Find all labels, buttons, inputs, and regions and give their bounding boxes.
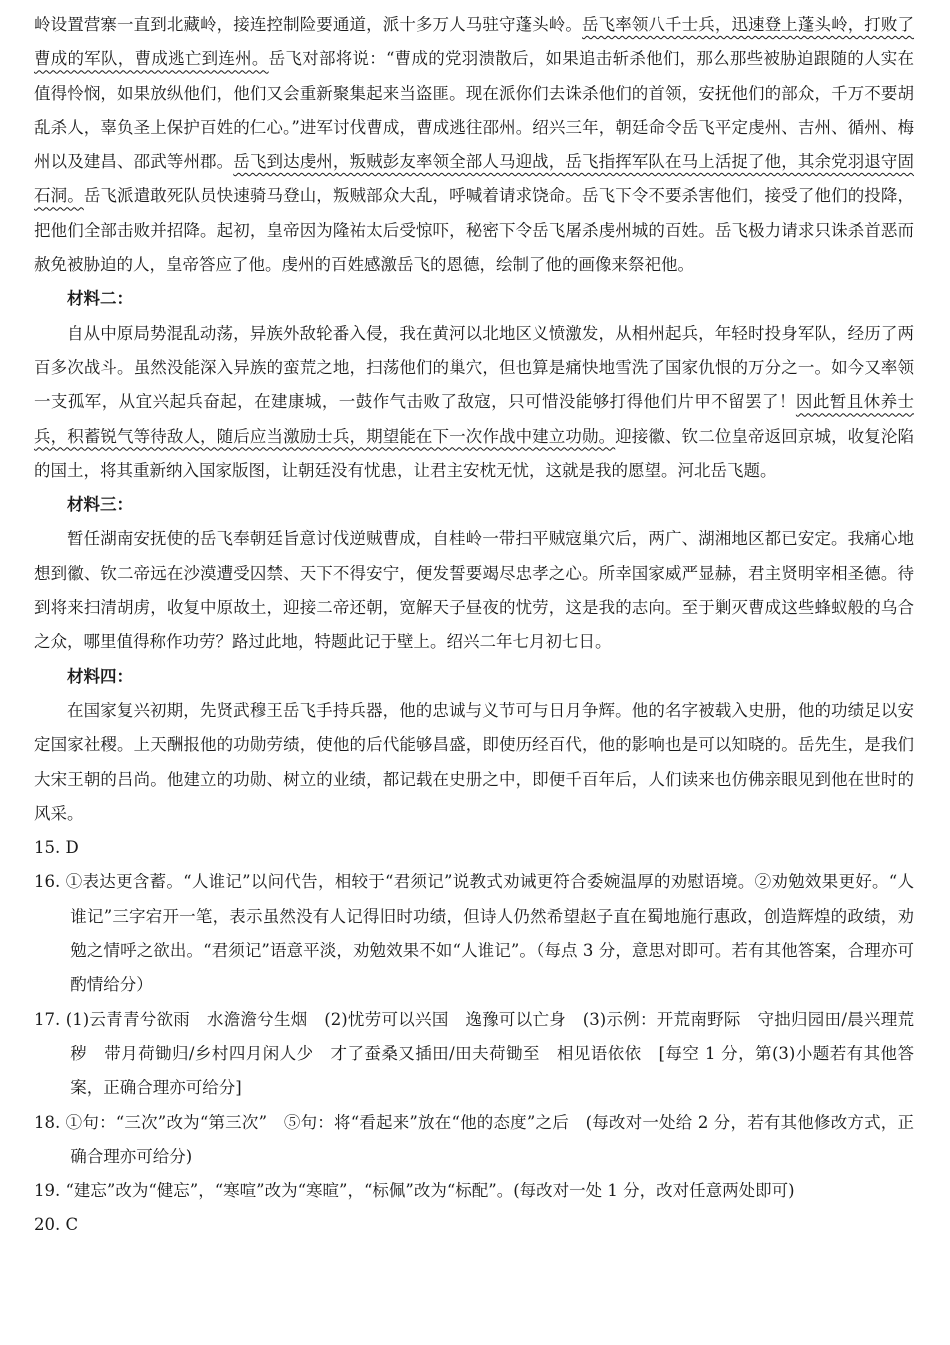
material4-paragraph: 在国家复兴初期，先贤武穆王岳飞手持兵器，他的忠诚与义节可与日月争辉。他的名字被载入史册，他的功绩足以安定国家社稷。上天酬报他的功勋劳绩，使他的后代能够昌盛，即使历经百代，他的影响也是可以知晓的。岳先生，是我们大宋王朝的吕尚。他建立的功勋、树立的业绩，都记载在史册之中，即便千百年后，人们读来也仿佛亲眼见到他在世时的风采。 [34,700,914,823]
answer-18: 18. ①句：“三次”改为“第三次” ⑤句：将“看起来”放在“他的态度”之后 (每改对一处给 2 分，若有其他修改方式，正确合理亦可给分) [34,1112,914,1166]
answer-19: 19. “建忘”改为“健忘”，“寒喧”改为“寒暄”，“标佩”改为“标配”。(每改对一处 1 分，改对任意两处即可) [34,1181,795,1201]
material2-heading: 材料二： [67,289,133,309]
material3-paragraph: 暂任湖南安抚使的岳飞奉朝廷旨意讨伐逆贼曹成，自桂岭一带扫平贼寇巢穴后，两广、湖湘地区都已安定。我痛心地想到徽、钦二帝远在沙漠遭受囚禁、天下不得安宁，便发誓要竭尽忠孝之心。所幸国家威严显赫，君主贤明宰相圣德。待到将来扫清胡虏，收复中原故土，迎接二帝还朝，宽解天子昼夜的忧劳，这是我的志向。至于剿灭曹成这些蜂蚁般的乌合之众，哪里值得称作功劳？路过此地，特题此记于壁上。绍兴二年七月初七日。 [34,529,914,652]
material2-paragraph [34,317,914,488]
answer-20: 20. C [34,1215,79,1235]
material2-text-2: 迎接徽、钦二位皇帝返回京城，收复沦陷的国土，将其重新纳入国家版图，让朝廷没有忧患，让君主安枕无忧，这就是我的愿望。河北岳飞题。 [34,426,915,480]
answer-15: 15. D [34,838,79,858]
material4-heading: 材料四： [67,666,133,686]
material1-text-1: 岭设置营寨一直到北藏岭，接连控制险要通道，派十多万人马驻守蓬头岭。 [34,15,582,34]
material3-heading: 材料三： [67,495,133,515]
material1-underlined-1: 岳飞率领八千士兵，迅速登上蓬头岭，打败了曹成的军队，曹成逃亡到连州。 [34,15,915,69]
material1-underlined-2: 岳飞到达虔州，叛贼彭友率领全部人马迎战，岳飞指挥军队在马上活捉了他，其余党羽退守固石洞。 [34,152,915,206]
answer-17: 17. (1)云青青兮欲雨 水澹澹兮生烟 (2)忧劳可以兴国 逸豫可以亡身 (3)示例：开荒南野际 守拙归园田/晨兴理荒秽 带月荷锄归/乡村四月闲人少 才了蚕桑又插田/田夫荷锄至 相见语依依 [每空 1 分，第(3)小题若有其他答案，正确合理亦可给分] [34,1009,914,1098]
material2-underlined: 因此暂且休养士兵，积蓄锐气等待敌人，随后应当激励士兵，期望能在下一次作战中建立功勋。 [34,392,915,446]
material1-text-3: 岳飞派遣敢死队员快速骑马登山，叛贼部众大乱，呼喊着请求饶命。岳飞下令不要杀害他们，接受了他们的投降，把他们全部击败并招降。起初，皇帝因为隆祐太后受惊吓，秘密下令岳飞屠杀虔州城的百姓。岳飞极力请求只诛杀首恶而赦免被胁迫的人，皇帝答应了他。虔州的百姓感激岳飞的恩德，绘制了他的画像来祭祀他。 [34,186,915,275]
answer-16: 16. ①表达更含蓄。“人谁记”以问代告，相较于“君须记”说教式劝诫更符合委婉温厚的劝慰语境。②劝勉效果更好。“人谁记”三字宕开一笔，表示虽然没有人记得旧时功绩，但诗人仍然希望赵子直在蜀地施行惠政，创造辉煌的政绩，劝勉之情呼之欲出。“君须记”语意平淡，劝勉效果不如“人谁记”。（每点 3 分，意思对即可。若有其他答案，合理亦可酌情给分） [34,872,914,995]
material1-text-2: 岳飞对部将说：“曹成的党羽溃散后，如果追击斩杀他们，那么那些被胁迫跟随的人实在值得怜悯，如果放纵他们，他们又会重新聚集起来当盗匪。现在派你们去诛杀他们的首领，安抚他们的部众，千万不要胡乱杀人，辜负圣上保护百姓的仁心。”进军讨伐曹成，曹成逃往邵州。绍兴三年，朝廷命令岳飞平定虔州、吉州、循州、梅州以及建昌、邵武等州郡。 [34,49,915,172]
material2-text-1: 自从中原局势混乱动荡，异族外敌轮番入侵，我在黄河以北地区义愤激发，从相州起兵，年轻时投身军队，经历了两百多次战斗。虽然没能深入异族的蛮荒之地，扫荡他们的巢穴，但也算是痛快地雪洗了国家仇恨的万分之一。如今又率领一支孤军，从宜兴起兵奋起，在建康城，一鼓作气击败了敌寇，只可惜没能够打得他们片甲不留罢了！ [34,323,914,412]
material1-continuation [34,8,914,282]
